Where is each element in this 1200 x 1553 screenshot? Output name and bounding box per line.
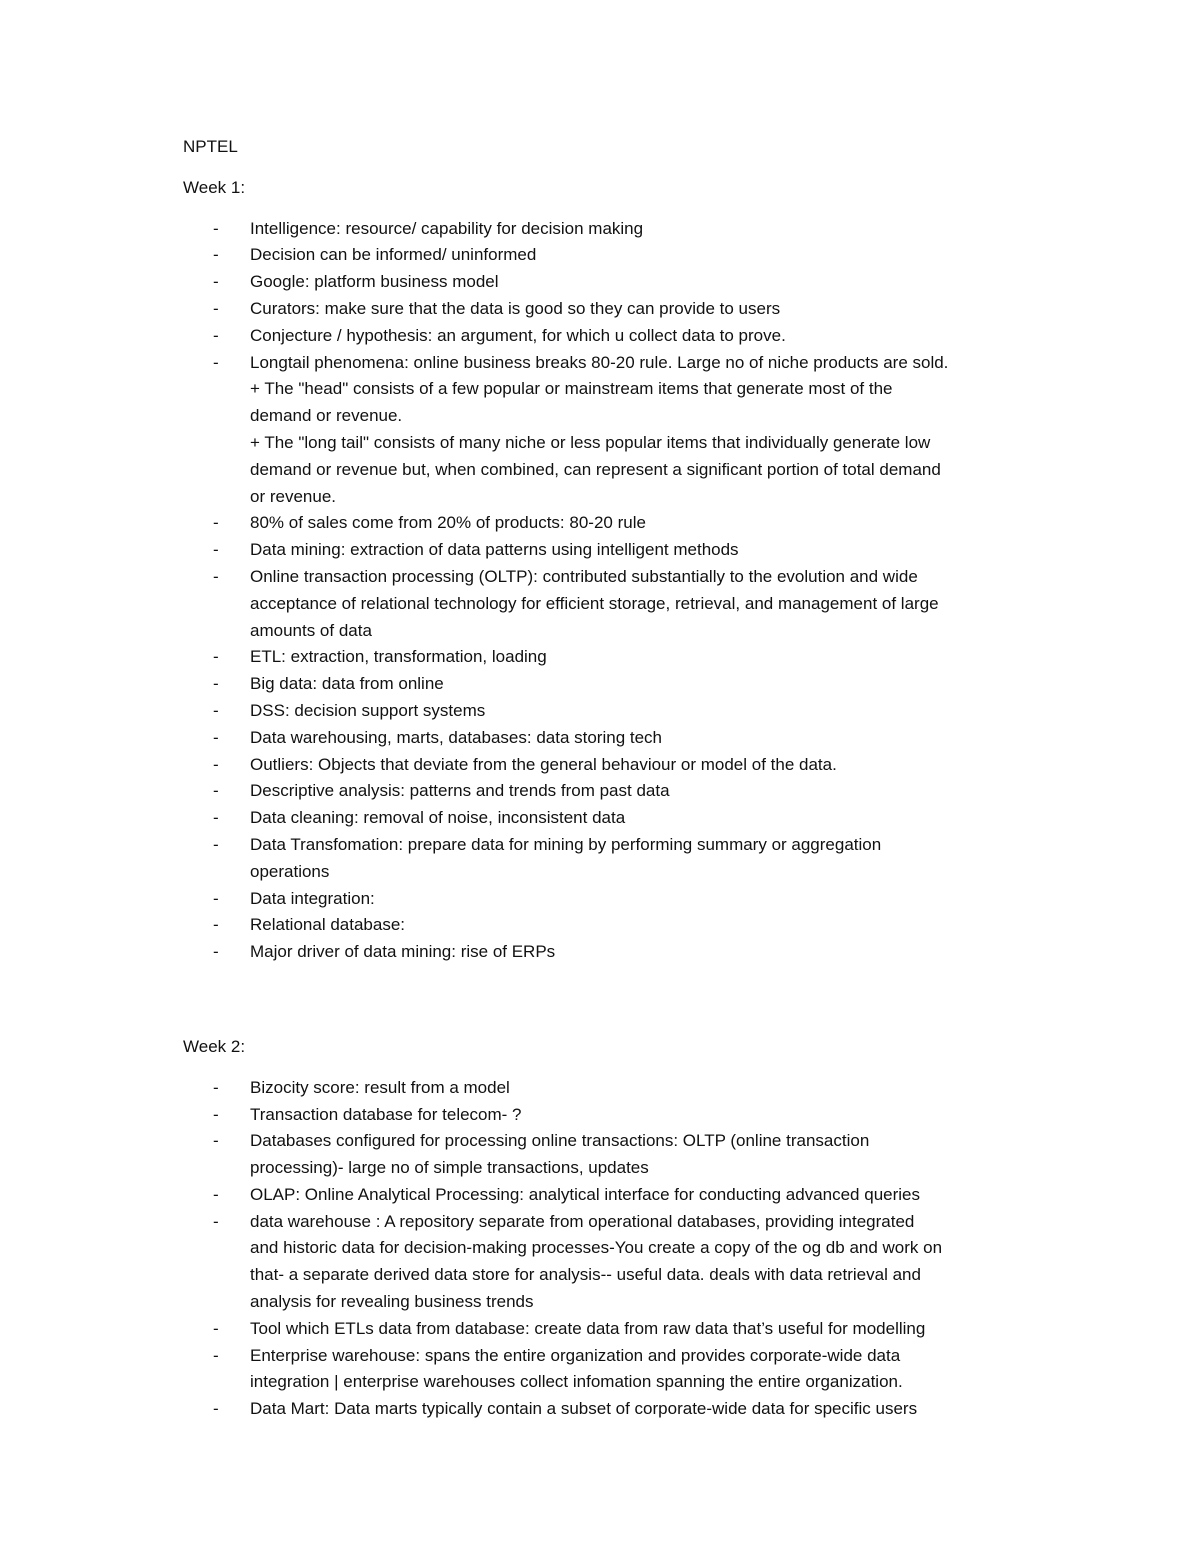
list-item-text: processing)- large no of simple transactions, updates [250,1158,649,1178]
list-item-text: demand or revenue. [250,406,403,426]
list-item [183,644,1030,671]
list-item [183,832,1030,886]
bullet-dash: - [213,942,219,962]
list-item-text: Data mining: extraction of data patterns using intelligent methods [250,540,739,560]
section-week-1 [183,175,1043,966]
list-item [183,242,1030,269]
list-item [183,1182,1030,1209]
bullet-dash: - [213,218,219,238]
bullet-dash: - [213,888,219,908]
section-week-2 [183,1034,1043,1423]
list-item [183,510,1030,537]
list-item-text: Major driver of data mining: rise of ERPs [250,942,556,962]
list-item-text: operations [250,861,330,881]
list-item-text: Bizocity score: result from a model [250,1077,510,1097]
list-item [183,939,1030,966]
bullet-dash: - [213,727,219,747]
bullet-dash: - [213,352,219,372]
list-item-text: integration | enterprise warehouses collect infomation spanning the entire organization. [250,1372,903,1392]
bullet-dash: - [213,1345,219,1365]
list-item-text: Outliers: Objects that deviate from the general behaviour or model of the data. [250,754,837,774]
list-item [183,1316,1030,1343]
document-title: NPTEL [183,137,238,156]
bullet-dash: - [213,808,219,828]
bullet-dash: - [213,513,219,533]
list-item-text: Decision can be informed/ uninformed [250,245,537,265]
list-item-text: Intelligence: resource/ capability for decision making [250,218,644,238]
list-item [183,912,1030,939]
list-item [183,296,1030,323]
bullet-dash: - [213,1131,219,1151]
list-item [183,1343,1030,1397]
list-item [183,1396,1030,1423]
list-item-text: Data warehousing, marts, databases: data storing tech [250,727,663,747]
list-item [183,350,1030,511]
bullet-dash: - [213,915,219,935]
list-item [183,805,1030,832]
list-item [183,671,1030,698]
bullet-dash: - [213,834,219,854]
bullet-dash: - [213,540,219,560]
notes-list [183,1075,1043,1423]
list-item-text: Data cleaning: removal of noise, inconsistent data [250,808,626,828]
list-item [183,323,1030,350]
spacer [183,161,1043,175]
bullet-dash: - [213,298,219,318]
bullet-dash: - [213,754,219,774]
list-item [183,216,1030,243]
list-item-text: OLAP: Online Analytical Processing: analytical interface for conducting advanced queries [250,1184,920,1204]
list-item [183,564,1030,644]
section-heading: Week 2: [183,1036,246,1056]
list-item-text: Curators: make sure that the data is good so they can provide to users [250,298,781,318]
list-item-text: Enterprise warehouse: spans the entire organization and provides corporate-wide data [250,1345,901,1365]
list-item-text: Data Mart: Data marts typically contain a subset of corporate-wide data for specific users [250,1399,918,1419]
list-item-text: or revenue. [250,486,336,506]
bullet-dash: - [213,245,219,265]
list-item [183,1102,1030,1129]
list-item-text: Conjecture / hypothesis: an argument, for which u collect data to prove. [250,325,786,345]
list-item-text: Data integration: [250,888,375,908]
list-item-text: Databases configured for processing online transactions: OLTP (online transaction [250,1131,870,1151]
bullet-dash: - [213,647,219,667]
list-item-text: Longtail phenomena: online business breaks 80-20 rule. Large no of niche products are sold. [250,352,949,372]
list-item [183,1075,1030,1102]
list-item [183,537,1030,564]
list-item-text: amounts of data [250,620,372,640]
bullet-dash: - [213,325,219,345]
spacer [183,966,1043,1034]
list-item-text: + The "head" consists of a few popular or mainstream items that generate most of the [250,379,893,399]
list-item-text: Descriptive analysis: patterns and trends from past data [250,781,670,801]
list-item [183,1209,1030,1316]
list-item [183,886,1030,913]
bullet-dash: - [213,700,219,720]
bullet-dash: - [213,1184,219,1204]
list-item-text: Transaction database for telecom- ? [250,1104,522,1124]
bullet-dash: - [213,781,219,801]
list-item-text: that- a separate derived data store for analysis-- useful data. deals with data retrieval and [250,1265,921,1285]
list-item-text: Tool which ETLs data from database: create data from raw data that’s useful for modelling [250,1318,926,1338]
list-item-text: analysis for revealing business trends [250,1292,534,1312]
list-item [183,752,1030,779]
bullet-dash: - [213,272,219,292]
list-item-text: 80% of sales come from 20% of products: 80-20 rule [250,513,646,533]
bullet-dash: - [213,1104,219,1124]
list-item-text: + The "long tail" consists of many niche or less popular items that individually generate low [250,432,931,452]
list-item [183,778,1030,805]
spacer [183,1061,1043,1075]
section-heading: Week 1: [183,177,246,197]
notes-list [183,216,1043,966]
list-item [183,1128,1030,1182]
list-item-text: data warehouse : A repository separate from operational databases, providing integrated [250,1211,915,1231]
spacer [183,202,1043,216]
bullet-dash: - [213,566,219,586]
list-item-text: DSS: decision support systems [250,700,486,720]
list-item [183,725,1030,752]
bullet-dash: - [213,1318,219,1338]
list-item-text: ETL: extraction, transformation, loading [250,647,547,667]
list-item [183,269,1030,296]
list-item [183,698,1030,725]
list-item-text: Relational database: [250,915,406,935]
list-item-text: and historic data for decision-making processes-You create a copy of the og db and work on [250,1238,943,1258]
list-item-text: Big data: data from online [250,674,444,694]
list-item-text: Online transaction processing (OLTP): contributed substantially to the evolution and wide [250,566,918,586]
bullet-dash: - [213,1399,219,1419]
bullet-dash: - [213,1211,219,1231]
bullet-dash: - [213,1077,219,1097]
list-item-text: acceptance of relational technology for efficient storage, retrieval, and management of large [250,593,939,613]
list-item-text: demand or revenue but, when combined, can represent a significant portion of total demand [250,459,941,479]
document-body [183,134,1043,1423]
list-item-text: Data Transfomation: prepare data for mining by performing summary or aggregation [250,834,882,854]
list-item-text: Google: platform business model [250,272,499,292]
bullet-dash: - [213,674,219,694]
